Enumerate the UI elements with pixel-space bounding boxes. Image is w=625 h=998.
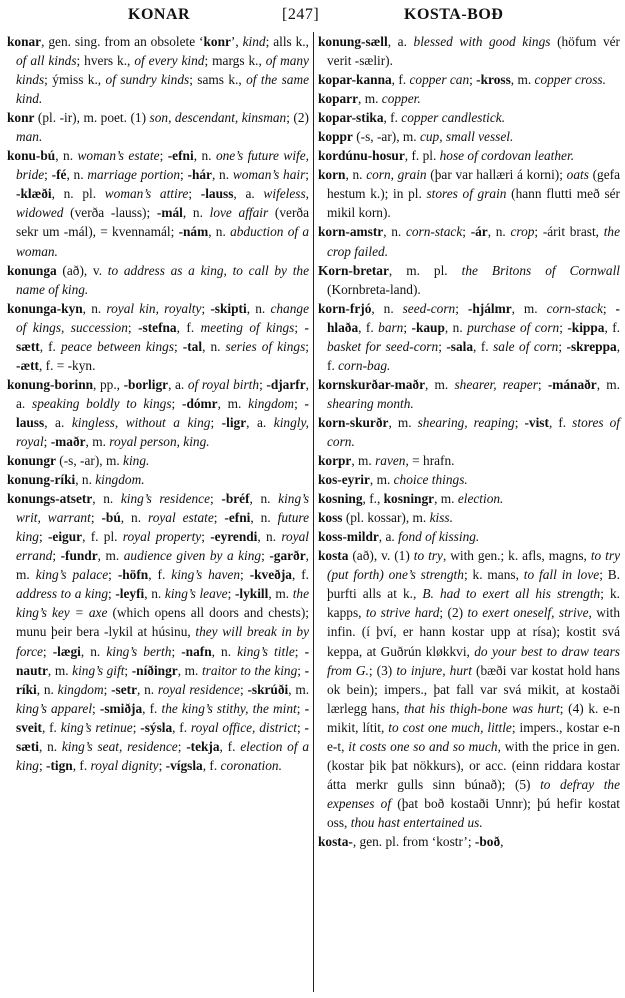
entry-kopar-kanna: kopar-kanna, f. copper can; -kross, m. copper cross.: [318, 72, 606, 88]
right-column: [318, 32, 620, 851]
entry-koss: koss (pl. kossar), m. kiss.: [318, 510, 453, 526]
page-number: [247]: [282, 6, 320, 23]
entry-korn-skurdr: korn-skurðr, m. shearing, reaping; -vist, f. stores of corn.: [318, 414, 620, 449]
entry-koppr: koppr (-s, -ar), m. cup, small vessel.: [318, 129, 514, 145]
entry-korn-bretar: Korn-bretar, m. pl. the Britons of Cornwall (Kornbreta-land).: [318, 262, 620, 297]
entry-kosta-prefix: kosta-, gen. pl. from ‘kostr’; -boð,: [318, 833, 504, 849]
entry-kosning: kosning, f., kosningr, m. election.: [318, 491, 504, 507]
entry-konu-bu: konu-bú, n. woman’s estate; -efni, n. one’s future wife, bride; -fé, n. marriage portion; -hár, n. woman’s hair; -klæði, n. pl. woman’s attire; -lauss, a. wifeless, widowed (verða -lauss); -mál, n. love affair (verða sekr um -mál), = kvennamál; -nám, n. abduction of a woman.: [7, 148, 310, 259]
entry-konungs-atsetr: konungs-atsetr, n. king’s residence; -bréf, n. king’s writ, warrant; -bú, n. royal estate; -efni, n. future king; -eigur, f. pl. royal property; -eyrendi, n. royal errand; -fundr, m. audience given by a king; -garðr, m. king’s palace; -höfn, f. king’s haven; -kveðja, f. address to a king; -leyfi, n. king’s leave; -lykill, m. the king’s key = axe (which opens all doors and chests); munu þeir bera -lykil at húsinu, they will break in by force; -lægi, n. king’s berth; -nafn, n. king’s title; -nautr, m. king’s gift; -níðingr, m. traitor to the king; -ríki, n. kingdom; -setr, n. royal residence; -skrúði, m. king’s apparel; -smiðja, f. the king’s stithy, the mint; -sveit, f. king’s retinue; -sýsla, f. royal office, district; -sæti, n. king’s seat, residence; -tekja, f. election of a king; -tign, f. royal dignity; -vígsla, f. coronation.: [7, 491, 310, 773]
entry-korpr: korpr, m. raven, = hrafn.: [318, 453, 455, 469]
entry-koss-mildr: koss-mildr, a. fond of kissing.: [318, 529, 480, 545]
entry-kos-eyrir: kos-eyrir, m. choice things.: [318, 472, 468, 488]
entry-kopar-stika: kopar-stika, f. copper candlestick.: [318, 110, 506, 126]
entry-konar: konar, gen. sing. from an obsolete ‘konr’, kind; alls k., of all kinds; hvers k., of every kind; margs k., of many kinds; ýmiss k., of sundry kinds; sams k., of the same kind.: [7, 34, 310, 107]
entry-konung-saell: konung-sæll, a. blessed with good kings (höfum vér verit -sælir).: [318, 34, 620, 69]
entry-konungr: konungr (-s, -ar), m. king.: [7, 453, 150, 469]
entry-korn-amstr: korn-amstr, n. corn-stack; -ár, n. crop; -árit brast, the crop failed.: [318, 224, 621, 259]
entry-korn: korn, n. corn, grain (þar var hallæri á korni); oats (gefa hestum k.); in pl. stores of grain (hann flutti með sér mikil korn).: [318, 167, 620, 221]
page-header: [0, 6, 625, 28]
header-right-guideword: KOSTA-BOÐ: [404, 6, 504, 23]
left-column: [7, 32, 309, 775]
entry-konunga: konunga (að), v. to address as a king, to call by the name of king.: [7, 262, 309, 297]
entry-kosta: kosta (að), v. (1) to try, with gen.; k. afls, magns, to try (put forth) one’s strength; k. mans, to fall in love; B. þurfti alls at k., B. had to exert all his strength; k. kapps, to strive hard; (2) to exert oneself, strive, with infin. (í því, er hann kostar upp at rísa); kostit svá keppa, at Guðrún kløkkvi, do your best to draw tears from G.; (3) to injure, hurt (bæði var kostat hold hans ok bein); impers., þat fall var svá mikit, at kostaði lærlegg hans, that his thigh-bone was hurt; (4) k. e-n mikit, lítit, to cost one much, little; impers., kostar e-n e-t, it costs one so and so much, with the price in gen. (kostar þik þat nökkurs), or acc. (einn riddara kostar átta merkr gulls sinn búnað); (5) to defray the expenses of (þat boð kostaði Unnr); þú hefir kostat oss, thou hast entertained us.: [318, 548, 621, 830]
entry-konunga-kyn: konunga-kyn, n. royal kin, royalty; -skipti, n. change of kings, succession; -stefna, f. meeting of kings; -sætt, f. peace between kings; -tal, n. series of kings; -ætt, f. = -kyn.: [7, 300, 310, 373]
entry-koparr: koparr, m. copper.: [318, 91, 421, 107]
entry-korn-frjo: korn-frjó, n. seed-corn; -hjálmr, m. corn-stack; -hlaða, f. barn; -kaup, n. purchase of corn; -kippa, f. basket for seed-corn; -sala, f. sale of corn; -skreppa, f. corn-bag.: [318, 300, 621, 373]
entry-konung-riki: konung-ríki, n. kingdom.: [7, 472, 145, 488]
entry-kordunu-hosur: kordúnu-hosur, f. pl. hose of cordovan leather.: [318, 148, 575, 164]
column-divider: [313, 32, 314, 992]
entry-konr: konr (pl. -ir), m. poet. (1) son, descendant, kinsman; (2) man.: [7, 110, 309, 145]
entry-konung-borinn: konung-borinn, pp., -borligr, a. of royal birth; -djarfr, a. speaking boldly to kings; -dómr, m. kingdom; -lauss, a. kingless, without a king; -ligr, a. kingly, royal; -maðr, m. royal person, king.: [7, 376, 309, 449]
header-left-guideword: KONAR: [128, 6, 191, 23]
entry-kornskurdar-madr: kornskurðar-maðr, m. shearer, reaper; -mánaðr, m. shearing month.: [318, 376, 620, 411]
